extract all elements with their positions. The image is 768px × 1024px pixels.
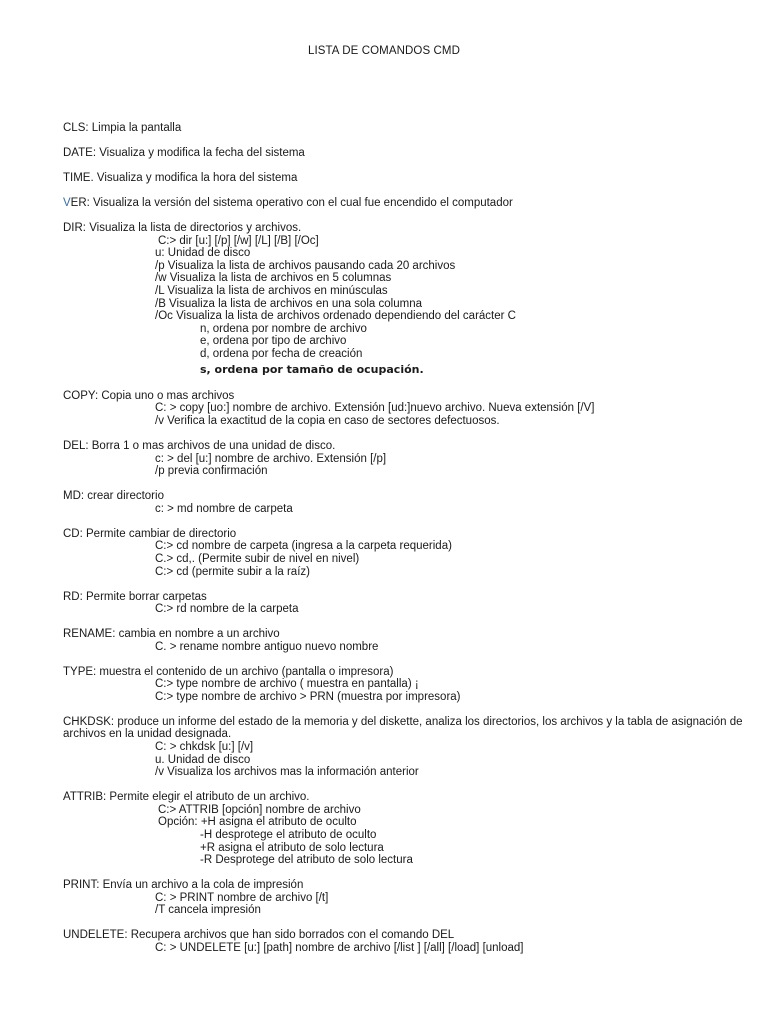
print-heading: PRINT: Envía un archivo a la cola de impresión	[63, 879, 304, 892]
type-line: C:> type nombre de archivo ( muestra en pantalla) ¡	[155, 678, 419, 691]
dir-sort-option-bold: s, ordena por tamaño de ocupación.	[200, 363, 424, 377]
cd-line: C:> cd nombre de carpeta (ingresa a la carpeta requerida)	[155, 540, 452, 553]
dir-option: u: Unidad de disco	[155, 247, 251, 260]
copy-heading: COPY: Copia uno o mas archivos	[63, 389, 235, 402]
undelete-heading: UNDELETE: Recupera archivos que han sido borrados con el comando DEL	[63, 929, 455, 942]
md-line: c: > md nombre de carpeta	[155, 502, 293, 515]
chkdsk-line: /v Visualiza los archivos mas la información anterior	[155, 766, 419, 779]
type-line: C:> type nombre de archivo > PRN (muestra por impresora)	[155, 690, 461, 703]
cls-entry: CLS: Limpia la pantalla	[63, 122, 182, 134]
date-entry: DATE: Visualiza y modifica la fecha del sistema	[63, 146, 305, 159]
page-title: LISTA DE COMANDOS CMD	[307, 45, 461, 57]
dir-sort-option: n, ordena por nombre de archivo	[200, 322, 367, 335]
attrib-sub-option: -H desprotege el atributo de oculto	[200, 829, 377, 842]
chkdsk-heading: CHKDSK: produce un informe del estado de la memoria y del diskette, analiza los directorios, los archivos y la tabla de asignación de archivos en la unidad designada.	[63, 715, 743, 741]
type-heading: TYPE: muestra el contenido de un archivo (pantalla o impresora)	[63, 665, 394, 678]
ver-text: ER: Visualiza la versión del sistema operativo con el cual fue encendido el computador	[70, 196, 513, 209]
chkdsk-line: u. Unidad de disco	[155, 753, 251, 766]
dir-sort-option: d, ordena por fecha de creación	[200, 347, 363, 360]
rd-heading: RD: Permite borrar carpetas	[63, 590, 207, 603]
dir-sort-option: e, ordena por tipo de archivo	[200, 335, 347, 348]
rename-line: C. > rename nombre antiguo nuevo nombre	[155, 640, 379, 653]
dir-heading: DIR: Visualiza la lista de directorios y archivos.	[63, 221, 302, 234]
print-line: C: > PRINT nombre de archivo [/t]	[155, 891, 329, 904]
dir-option: /Oc Visualiza la lista de archivos ordenado dependiendo del carácter C	[155, 310, 516, 323]
del-line: /p previa confirmación	[155, 465, 268, 478]
dir-syntax: C:> dir [u:] [/p] [/w] [/L] [/B] [/Oc]	[158, 234, 319, 247]
copy-line: C: > copy [uo:] nombre de archivo. Extensión [ud:]nuevo archivo. Nueva extensión [/V]	[155, 402, 595, 415]
dir-option: /L Visualiza la lista de archivos en minúsculas	[155, 284, 388, 297]
dir-option: /B Visualiza la lista de archivos en una sola columna	[155, 297, 422, 310]
ver-entry	[63, 197, 753, 210]
attrib-option: Opción: +H asigna el atributo de oculto	[158, 816, 357, 829]
rd-line: C:> rd nombre de la carpeta	[155, 603, 299, 616]
md-heading: MD: crear directorio	[63, 490, 164, 503]
print-line: /T cancela impresión	[155, 904, 261, 917]
attrib-sub-option: -R Desprotege del atributo de solo lectura	[200, 854, 413, 867]
attrib-sub-option: +R asigna el atributo de solo lectura	[200, 841, 384, 854]
cd-line: C.> cd,. (Permite subir de nivel en nivel)	[155, 552, 360, 565]
time-entry: TIME. Visualiza y modifica la hora del sistema	[63, 171, 298, 184]
dir-option: /w Visualiza la lista de archivos en 5 columnas	[155, 272, 392, 285]
ver-first-letter: V	[63, 196, 71, 209]
del-line: c: > del [u:] nombre de archivo. Extensión [/p]	[155, 452, 387, 465]
rename-heading: RENAME: cambia en nombre a un archivo	[63, 628, 280, 641]
del-heading: DEL: Borra 1 o mas archivos de una unidad de disco.	[63, 440, 336, 453]
attrib-syntax: C:> ATTRIB [opción] nombre de archivo	[158, 803, 361, 816]
cd-heading: CD: Permite cambiar de directorio	[63, 527, 237, 540]
copy-line: /v Verifica la exactitud de la copia en caso de sectores defectuosos.	[155, 415, 500, 428]
dir-option: /p Visualiza la lista de archivos pausando cada 20 archivos	[155, 259, 456, 272]
attrib-heading: ATTRIB: Permite elegir el atributo de un archivo.	[63, 791, 310, 804]
undelete-line: C: > UNDELETE [u:] [path] nombre de archivo [/list ] [/all] [/load] [unload]	[155, 941, 524, 954]
document-body	[63, 122, 753, 955]
chkdsk-line: C: > chkdsk [u:] [/v]	[155, 741, 254, 754]
cd-line: C:> cd (permite subir a la raíz)	[155, 565, 310, 578]
